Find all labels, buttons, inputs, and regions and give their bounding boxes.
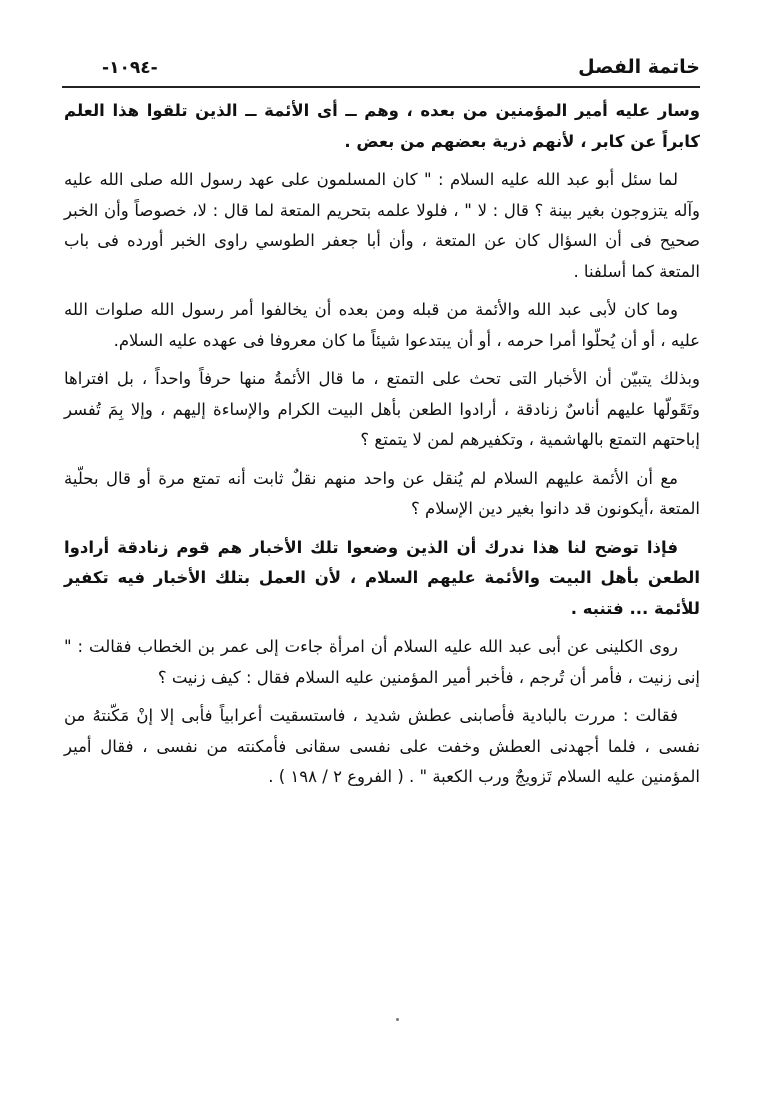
page-mark — [396, 1018, 399, 1021]
page-header — [62, 50, 700, 88]
paragraph-3: وما كان لأبى عبد الله والأئمة من قبله ومن بعده أن يخالفوا أمر رسول الله صلوات الله عليه ، أو أن يُحلّوا أمرا حرمه ، أو أن يبتدعوا شيئاً ما كان معروفا فى عهده عليه السلام. — [64, 300, 700, 350]
page-body — [64, 96, 700, 801]
paragraph-2: لما سئل أبو عبد الله عليه السلام : " كان المسلمون على عهد رسول الله صلى الله عليه وآله يتزوجون بغير بينة ؟ قال : لا " ، فلولا علمه بتحريم المتعة لما قال : لا، خصوصاً وأن الخبر صحيح فى أن السؤال كان عن المتعة ، وأن أبا جعفر الطوسي راوى الخبر أورده فى باب المتعة كما أسلفنا . — [64, 170, 700, 281]
paragraph-7: روى الكلينى عن أبى عبد الله عليه السلام أن امرأة جاءت إلى عمر بن الخطاب فقالت : " إنى زنيت ، فأمر أن تُرجم ، فأخبر أمير المؤمنين عليه السلام فقال : كيف زنيت ؟ — [64, 637, 700, 687]
paragraph-8: فقالت : مررت بالبادية فأصابنى عطش شديد ، فاستسقيت أعرابياً فأبى إلا إنْ مَكّنتهُ من نفسى ، فلما أجهدنى العطش وخفت على نفسى سقانى فأمكنته من نفسى ، فقال أمير المؤمنين عليه السلام تَزويجٌ ورب الكعبة " . ( الفروع ٢ / ١٩٨ ) . — [64, 706, 700, 786]
paragraph-5: مع أن الأئمة عليهم السلام لم يُنقل عن واحد منهم نقلٌ ثابت أنه تمتع مرة أو قال بحلّية المتعة ،أيكونون قد دانوا بغير دين الإسلام ؟ — [64, 468, 700, 518]
chapter-title: خاتمة الفصل — [578, 56, 700, 78]
paragraph-6: فإذا توضح لنا هذا ندرك أن الذين وضعوا تلك الأخبار هم قوم زنادقة أرادوا الطعن بأهل البيت والأئمة عليهم السلام ، لأن العمل بتلك الأخبار فيه تكفير للأئمة ... فتنبه . — [64, 537, 700, 618]
page-number: -١٠٩٤- — [102, 58, 158, 78]
paragraph-1: وسار عليه أمير المؤمنين من بعده ، وهم ــ أى الأئمة ــ الذين تلقوا هذا العلم كابراً عن كابر ، لأنهم ذرية بعضهم من بعض . — [64, 101, 700, 151]
paragraph-4: وبذلك يتبيّن أن الأخبار التى تحث على التمتع ، ما قال الأئمةُ منها حرفاً واحداً ، بل افتراها وتَقَولّها عليهم أناسٌ زنادقة ، أرادوا الطعن بأهل البيت الكرام والإساءة إليهم ، وإلا بِمَ تُفسر إباحتهم التمتع بالهاشمية ، وتكفيرهم لمن لا يتمتع ؟ — [64, 369, 700, 449]
